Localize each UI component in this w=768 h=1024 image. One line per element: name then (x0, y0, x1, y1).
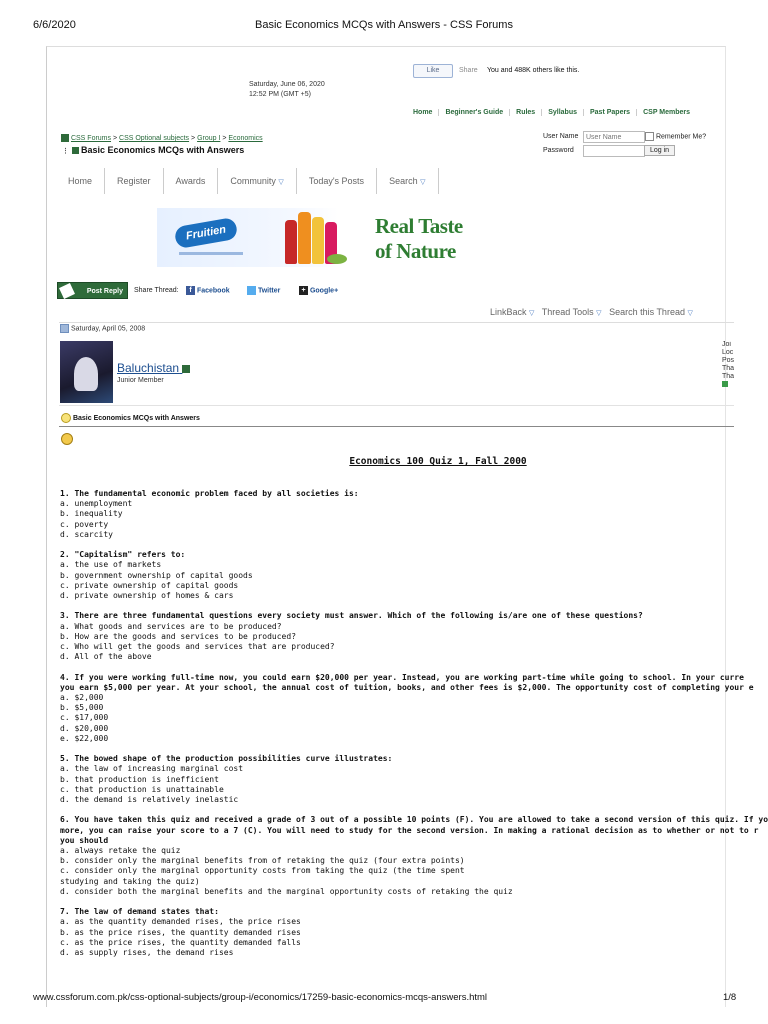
answer-option: a. $2,000 (60, 693, 104, 703)
answer-option: d. consider both the marginal benefits and the marginal opportunity costs of retaking the quiz (60, 886, 513, 896)
answer-option: b. that production is inefficient (60, 774, 219, 784)
advert-banner[interactable] (157, 208, 463, 267)
answer-option: a. What goods and services are to be produced? (60, 621, 282, 631)
question-text: 4. If you were working full-time now, you could earn $20,000 per year. Instead, you are working part-time while going to school. In your curre (60, 672, 744, 682)
answer-option: d. private ownership of homes & cars (60, 591, 234, 601)
top-links (407, 101, 696, 119)
question-text: you earn $5,000 per year. At your school, the annual cost of tuition, books, and other fees is $2,000. The opportunity cost of completing your e (60, 682, 754, 692)
answer-option: c. that production is unattainable (60, 784, 224, 794)
main-nav (56, 168, 439, 194)
thread-tools-menu[interactable]: Thread Tools ▽ (541, 307, 602, 317)
user-rank: Junior Member (117, 377, 164, 384)
quiz-question (60, 815, 768, 897)
answer-option: c. as the price rises, the quantity demanded falls (60, 937, 301, 947)
answer-option: d. the demand is relatively inelastic (60, 795, 239, 805)
quiz-question (60, 611, 740, 662)
bottle-image (298, 212, 311, 264)
forum-home-icon[interactable] (61, 134, 69, 142)
twitter-icon (247, 286, 256, 295)
password-label: Password (543, 147, 574, 154)
page-title: ⋮ Basic Economics MCQs with Answers (62, 145, 245, 155)
online-status-icon (182, 365, 190, 373)
linkback-menu[interactable]: LinkBack ▽ (490, 307, 535, 317)
breadcrumb-economics[interactable]: Economics (228, 134, 263, 142)
answer-option: c. poverty (60, 519, 109, 529)
print-url: www.cssforum.com.pk/css-optional-subjects/group-i/economics/17259-basic-economics-mcqs-answers.html (33, 992, 488, 1003)
answer-option: b. as the price rises, the quantity demanded rises (60, 927, 301, 937)
facebook-icon: f (186, 286, 195, 295)
remember-checkbox[interactable] (645, 132, 654, 141)
question-text: more, you can raise your score to a 7 (C). You will need to study for the second version. In making a rational decision as to whether or not to r (60, 825, 759, 835)
answer-option: a. always retake the quiz (60, 846, 181, 856)
login-button[interactable]: Log in (644, 145, 675, 156)
username-label: User Name (543, 133, 579, 140)
answer-option: b. inequality (60, 509, 123, 519)
tree-icon: ⋮ (62, 148, 69, 155)
answer-option: d. as supply rises, the demand rises (60, 948, 234, 958)
question-text: 3. There are three fundamental questions every society must answer. Which of the following is/are one of these questions? (60, 611, 643, 621)
share-twitter[interactable]: Twitter (247, 286, 280, 295)
answer-option: studying and taking the quiz) (60, 876, 200, 886)
toplink-past-papers[interactable]: Past Papers (584, 109, 637, 116)
share-google[interactable]: + Google+ (299, 286, 338, 295)
avatar-figure (74, 357, 98, 391)
breadcrumb: CSS Forums > CSS Optional subjects > Group I > Economics (61, 134, 263, 142)
question-text: 2. "Capitalism" refers to: (60, 550, 186, 560)
divider (59, 426, 734, 427)
google-plus-icon: + (299, 286, 308, 295)
like-button[interactable]: Like (413, 64, 453, 78)
answer-option: a. unemployment (60, 499, 133, 509)
answer-option: a. as the quantity demanded rises, the price rises (60, 917, 301, 927)
quiz-title: Economics 100 Quiz 1, Fall 2000 (349, 456, 527, 467)
thread-icon (72, 147, 79, 154)
answer-option: d. scarcity (60, 529, 113, 539)
nav-awards[interactable]: Awards (164, 168, 219, 194)
answer-option: a. the use of markets (60, 560, 162, 570)
toplink-csp-members[interactable]: CSP Members (643, 109, 691, 116)
post-reply-button[interactable]: Post Reply (57, 282, 128, 299)
quiz-questions (60, 489, 768, 968)
nav-search[interactable]: Search ▽ (377, 168, 438, 194)
divider (59, 322, 734, 323)
bottle-image (312, 217, 324, 264)
quiz-question (60, 550, 740, 601)
datetime (249, 80, 325, 100)
quiz-question (60, 754, 740, 805)
answer-option: c. Who will get the goods and services that are produced? (60, 642, 335, 652)
question-text: you should (60, 835, 109, 845)
print-page-number: 1/8 (723, 992, 737, 1003)
answer-option: d. $20,000 (60, 723, 109, 733)
user-info-panel: Joi Loc Pos Tha Tha (722, 341, 734, 389)
nav-home[interactable]: Home (56, 168, 105, 194)
chevron-down-icon: ▽ (278, 179, 284, 186)
quiz-question (60, 672, 754, 744)
nav-register[interactable]: Register (105, 168, 164, 194)
lightbulb-icon (61, 413, 71, 423)
toplink-home[interactable]: Home (407, 109, 439, 116)
question-text: 6. You have taken this quiz and received a grade of 3 out of a possible 10 points (F). You are allowed to take a second version of this quiz. If yo (60, 815, 768, 825)
question-text: 5. The bowed shape of the production possibilities curve illustrates: (60, 754, 393, 764)
share-thread-label: Share Thread: (134, 287, 179, 294)
post-title: Basic Economics MCQs with Answers (61, 413, 200, 423)
chevron-down-icon: ▽ (596, 310, 602, 317)
answer-option: b. consider only the marginal benefits from of retaking the quiz (four extra points) (60, 856, 465, 866)
bottle-image (285, 220, 297, 264)
banner-slogan-line1: Real Taste (375, 214, 463, 238)
breadcrumb-optional-subjects[interactable]: CSS Optional subjects (119, 134, 190, 142)
logo-tagline (179, 252, 243, 255)
post-icon (60, 324, 69, 333)
nav-todays-posts[interactable]: Today's Posts (297, 168, 377, 194)
post-username[interactable]: Baluchistan (117, 361, 190, 375)
answer-option: c. $17,000 (60, 713, 109, 723)
divider (59, 405, 734, 406)
avatar[interactable] (60, 341, 113, 403)
quiz-question (60, 907, 740, 958)
answer-option: b. How are the goods and services to be produced? (60, 631, 297, 641)
password-input[interactable] (583, 145, 645, 157)
answer-option: b. $5,000 (60, 703, 104, 713)
answer-option: c. private ownership of capital goods (60, 580, 239, 590)
answer-option: e. $22,000 (60, 733, 109, 743)
post-date: Saturday, April 05, 2008 (60, 324, 145, 333)
toplink-rules[interactable]: Rules (510, 109, 542, 116)
answer-option: b. government ownership of capital goods (60, 570, 253, 580)
reply-icon (59, 283, 75, 299)
print-date: 6/6/2020 (33, 19, 76, 31)
question-text: 1. The fundamental economic problem faced by all societies is: (60, 489, 359, 498)
breadcrumb-css-forums[interactable]: CSS Forums (70, 134, 112, 142)
answer-option: c. consider only the marginal opportunity costs from taking the quiz (the time spent (60, 866, 465, 876)
fruit-image (327, 254, 347, 264)
current-date: Saturday, June 06, 2020 (249, 81, 325, 88)
like-count: You and 488K others like this. (487, 67, 580, 74)
chevron-down-icon: ▽ (420, 179, 426, 186)
nav-community[interactable]: Community ▽ (218, 168, 296, 194)
fruitien-logo: Fruitien (174, 217, 239, 249)
thread-tools-bar (490, 307, 693, 317)
smiley-icon (61, 433, 73, 445)
status-icon (722, 381, 728, 387)
answer-option: a. the law of increasing marginal cost (60, 764, 244, 774)
username-input[interactable] (583, 131, 645, 143)
chevron-down-icon: ▽ (687, 310, 693, 317)
search-thread-menu[interactable]: Search this Thread ▽ (609, 307, 693, 317)
quiz-question (60, 489, 740, 540)
banner-slogan-line2: of Nature (375, 239, 456, 263)
remember-me[interactable]: Remember Me? (645, 132, 706, 141)
current-time: 12:52 PM (GMT +5) (249, 91, 311, 98)
print-title: Basic Economics MCQs with Answers - CSS Forums (255, 19, 513, 31)
answer-option: d. All of the above (60, 652, 152, 662)
question-text: 7. The law of demand states that: (60, 907, 219, 917)
toplink-beginners-guide[interactable]: Beginner's Guide (439, 109, 510, 116)
chevron-down-icon: ▽ (529, 310, 535, 317)
toplink-syllabus[interactable]: Syllabus (542, 109, 584, 116)
breadcrumb-group-i[interactable]: Group I (197, 134, 221, 142)
share-facebook[interactable]: f Facebook (186, 286, 230, 295)
share-link[interactable]: Share (459, 67, 478, 74)
